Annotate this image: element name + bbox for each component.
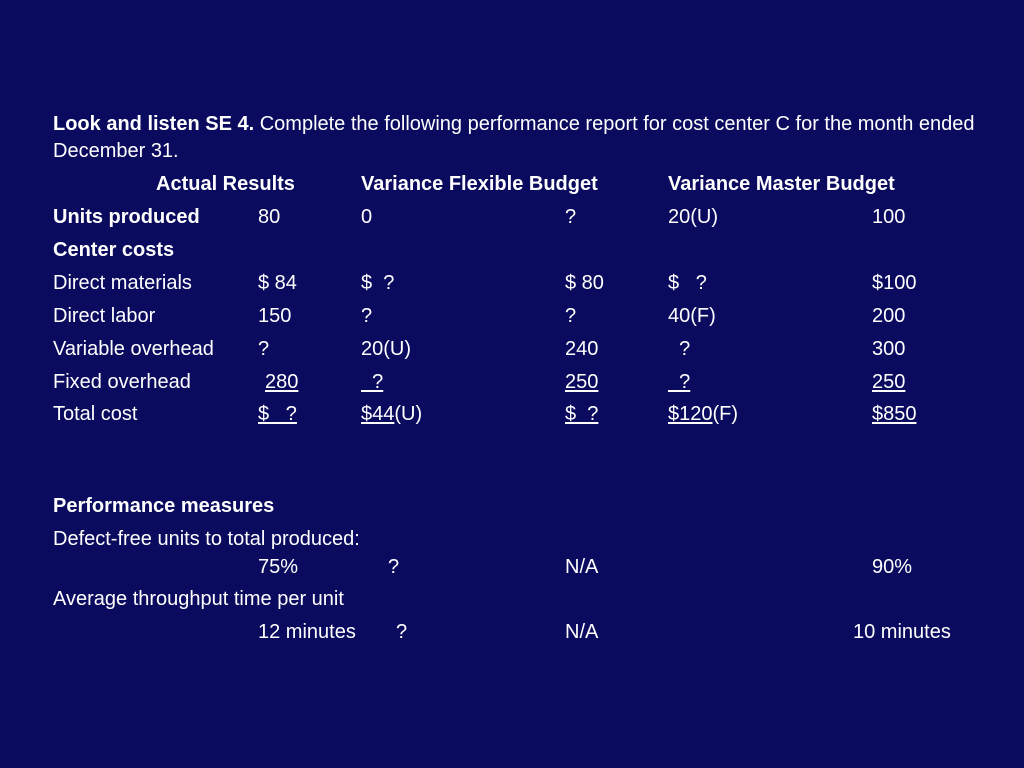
header-variance-flexible-budget: Variance Flexible Budget xyxy=(361,173,598,195)
cell-tc-variance-master-flag: (F) xyxy=(712,403,739,425)
cell-tc-variance-master-amount: $120 xyxy=(668,403,713,425)
cell-vo-variance-master: ? xyxy=(668,338,691,360)
cell-tc-variance-flex xyxy=(361,402,422,426)
cell-units-actual: 80 xyxy=(258,206,281,228)
cell-fo-master-budget: 250 xyxy=(872,371,906,393)
cell-tc-master-budget: $850 xyxy=(872,403,917,425)
defect-free-label: Defect-free units to total produced: xyxy=(53,528,360,550)
defect-actual: 75% xyxy=(258,556,299,578)
cell-tc-variance-master xyxy=(668,402,738,426)
defect-variance-flex: ? xyxy=(388,556,400,578)
cell-dl-master-budget: 200 xyxy=(872,305,906,327)
row-label-direct-labor: Direct labor xyxy=(53,305,156,327)
row-label-units-produced: Units produced xyxy=(53,206,200,228)
cell-vo-variance-flex: 20(U) xyxy=(361,338,412,360)
throughput-actual: 12 minutes xyxy=(258,621,356,643)
cell-fo-flex-budget: 250 xyxy=(565,371,599,393)
header-variance-master-budget: Variance Master Budget xyxy=(668,173,895,195)
cell-tc-variance-flex-amount: $44 xyxy=(361,403,395,425)
cell-units-variance-flex: 0 xyxy=(361,206,373,228)
cell-dl-variance-master: 40(F) xyxy=(668,305,716,327)
cell-dm-variance-flex: $ ? xyxy=(361,272,395,294)
throughput-flex-budget: N/A xyxy=(565,621,599,643)
performance-measures-title: Performance measures xyxy=(53,495,275,517)
row-label-total-cost: Total cost xyxy=(53,403,138,425)
cell-dm-variance-master: $ ? xyxy=(668,272,707,294)
cell-units-variance-master: 20(U) xyxy=(668,206,719,228)
cell-vo-actual: ? xyxy=(258,338,270,360)
cell-dm-flex-budget: $ 80 xyxy=(565,272,604,294)
cell-units-master-budget: 100 xyxy=(872,206,906,228)
cell-fo-variance-master: ? xyxy=(668,371,691,393)
cell-dm-master-budget: $100 xyxy=(872,272,917,294)
cell-dl-flex-budget: ? xyxy=(565,305,577,327)
row-label-fixed-overhead: Fixed overhead xyxy=(53,371,191,393)
row-label-variable-overhead: Variable overhead xyxy=(53,338,214,360)
cell-tc-flex-budget: $ ? xyxy=(565,403,599,425)
cell-dm-actual: $ 84 xyxy=(258,272,297,294)
cell-vo-flex-budget: 240 xyxy=(565,338,599,360)
cell-fo-actual: 280 xyxy=(265,371,299,393)
header-actual-results: Actual Results xyxy=(156,173,295,195)
throughput-label: Average throughput time per unit xyxy=(53,588,344,610)
intro-text: Complete the following performance report for cost center C for the month ended December 31. xyxy=(53,113,975,162)
defect-master-budget: 90% xyxy=(872,556,913,578)
defect-flex-budget: N/A xyxy=(565,556,599,578)
throughput-variance-flex: ? xyxy=(396,621,408,643)
cell-dl-actual: 150 xyxy=(258,305,292,327)
intro-paragraph xyxy=(53,111,983,165)
cell-tc-variance-flex-flag: (U) xyxy=(394,403,423,425)
intro-title: Look and listen SE 4. xyxy=(53,113,255,135)
row-label-direct-materials: Direct materials xyxy=(53,272,192,294)
cell-vo-master-budget: 300 xyxy=(872,338,906,360)
row-label-center-costs: Center costs xyxy=(53,239,175,261)
throughput-master-budget: 10 minutes xyxy=(853,621,951,643)
cell-tc-actual: $ ? xyxy=(258,403,297,425)
cell-dl-variance-flex: ? xyxy=(361,305,373,327)
cell-units-flex-budget: ? xyxy=(565,206,577,228)
cell-fo-variance-flex: ? xyxy=(361,371,384,393)
